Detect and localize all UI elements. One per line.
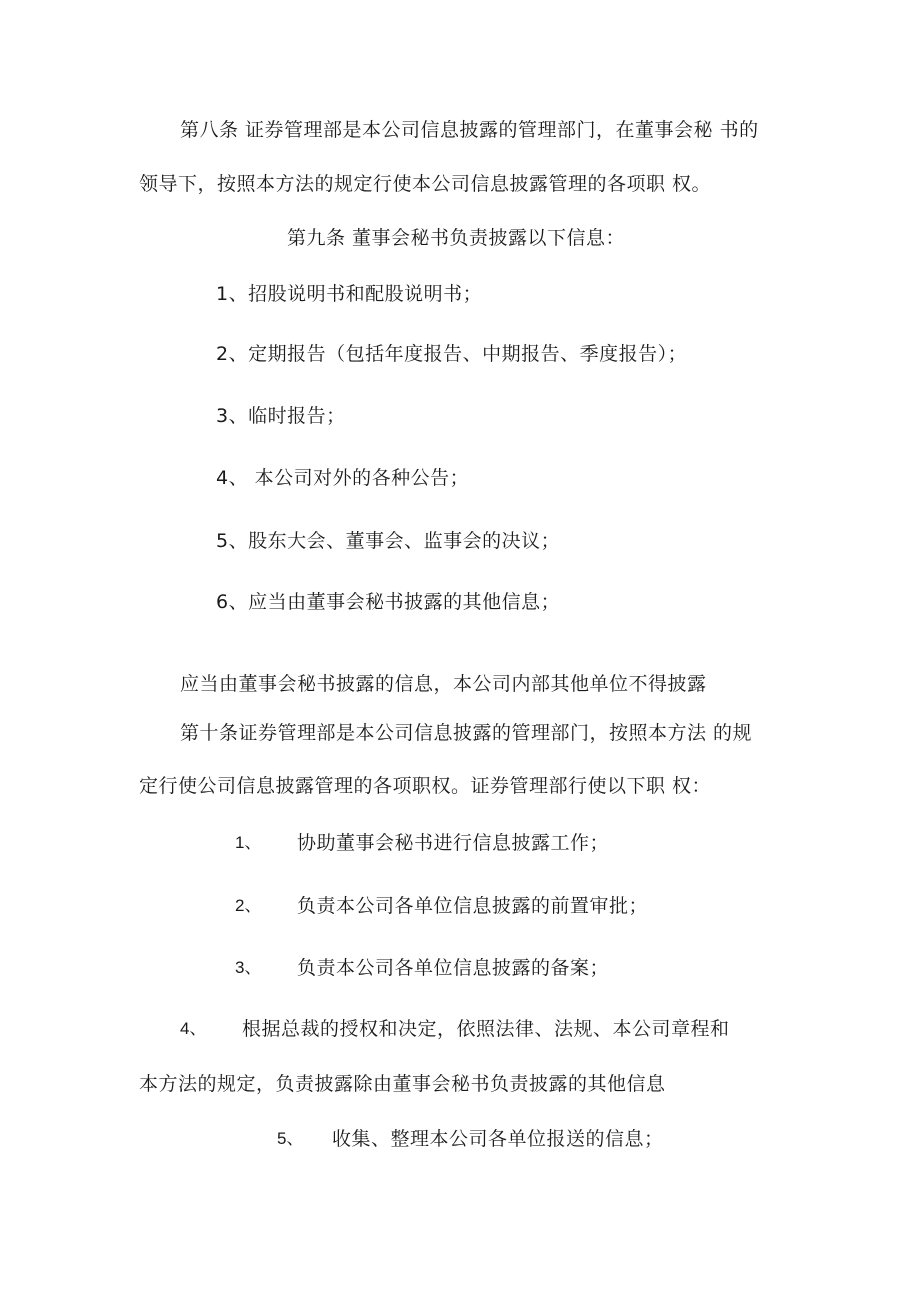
article10-item-4-continuation: 本方法的规定，负责披露除由董事会秘书负责披露的其他信息: [139, 1073, 666, 1095]
article10-item-1-text: 协助董事会秘书进行信息披露工作；: [297, 832, 610, 854]
article10-item-2-number: 2、: [235, 896, 262, 915]
article10-item-5-number: 5、: [277, 1129, 304, 1148]
article10-line2: 定行使公司信息披露管理的各项职权。证券管理部行使以下职 权：: [139, 775, 712, 797]
article9-item-2: 2、定期报告（包括年度报告、中期报告、季度报告）；: [216, 343, 688, 365]
article10-item-4-number: 4、: [180, 1019, 207, 1038]
article10-item-4-text: 根据总裁的授权和决定，依照法律、法规、本公司章程和: [242, 1018, 730, 1040]
article9-item-5: 5、股东大会、董事会、监事会的决议；: [216, 530, 561, 552]
article10-item-1-number: 1、: [235, 833, 262, 852]
article10-item-5-text: 收集、整理本公司各单位报送的信息；: [332, 1128, 664, 1150]
article9-closing: 应当由董事会秘书披露的信息，本公司内部其他单位不得披露: [180, 673, 707, 695]
article10-item-3-number: 3、: [235, 958, 262, 977]
article9-item-6: 6、应当由董事会秘书披露的其他信息；: [216, 591, 561, 613]
article9-item-1: 1、招股说明书和配股说明书；: [216, 283, 483, 305]
article8-line1: 第八条 证券管理部是本公司信息披露的管理部门，在董事会秘 书的: [180, 119, 759, 141]
article9-item-3: 3、临时报告；: [216, 405, 346, 427]
article10-item-3-text: 负责本公司各单位信息披露的备案；: [297, 957, 610, 979]
article9-item-4: 4、 本公司对外的各种公告；: [216, 467, 470, 489]
article8-line2: 领导下，按照本方法的规定行使本公司信息披露管理的各项职 权。: [139, 173, 712, 195]
article10-line1: 第十条证券管理部是本公司信息披露的管理部门，按照本方法 的规: [180, 722, 753, 744]
article10-item-2-text: 负责本公司各单位信息披露的前置审批；: [297, 895, 649, 917]
article9-heading: 第九条 董事会秘书负责披露以下信息：: [287, 227, 626, 249]
